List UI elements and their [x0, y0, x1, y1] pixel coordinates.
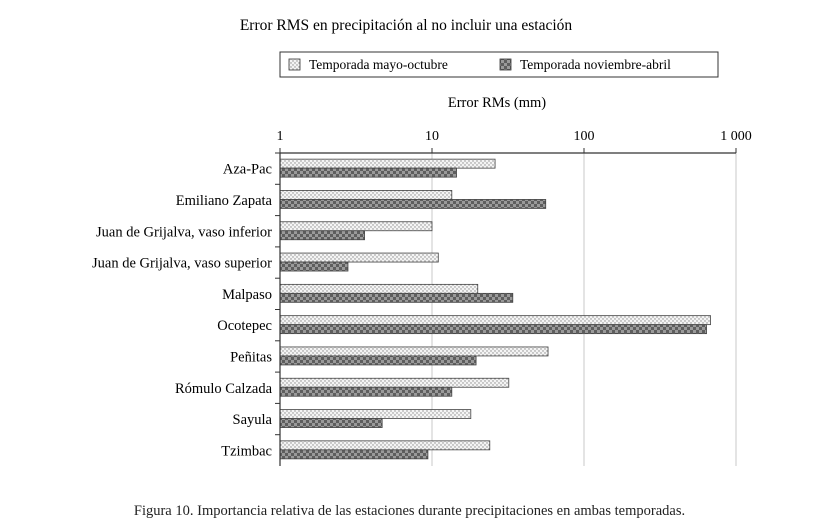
category-label: Sayula [232, 412, 272, 429]
bars [280, 159, 711, 459]
bar-series-1 [280, 222, 432, 231]
bar-series-1 [280, 253, 438, 262]
category-label: Rómulo Calzada [174, 380, 272, 397]
bar-series-2 [280, 356, 476, 365]
bar-series-2 [280, 168, 457, 177]
legend-swatch-series-1 [289, 59, 300, 70]
tick-label: 10 [425, 129, 439, 144]
bar-series-1 [280, 441, 490, 450]
bar-series-2 [280, 199, 546, 208]
category-label: Juan de Grijalva, vaso inferior [96, 224, 272, 241]
bar-series-1 [280, 378, 509, 387]
bar-series-2 [280, 450, 428, 459]
bar-series-2 [280, 325, 707, 334]
tick-label: 1 000 [720, 129, 752, 144]
bar-series-1 [280, 316, 711, 325]
category-label: Aza-Pac [222, 161, 272, 178]
bar-series-1 [280, 347, 548, 356]
bar-series-2 [280, 419, 382, 428]
legend [280, 52, 718, 77]
bar-series-1 [280, 284, 478, 293]
legend-label-series-2: Temporada noviembre-abril [520, 57, 671, 72]
x-axis-ticks [277, 129, 752, 153]
bar-series-1 [280, 410, 471, 419]
bar-series-2 [280, 262, 348, 271]
figure-caption: Figura 10. Importancia relativa de las estaciones durante precipitaciones en ambas temporadas. [133, 503, 686, 519]
bar-series-1 [280, 190, 452, 199]
category-label: Malpaso [222, 286, 272, 303]
chart-title: Error RMS en precipitación al no incluir una estación [239, 17, 573, 34]
bar-series-1 [280, 159, 495, 168]
x-axis-label: Error RMs (mm) [447, 95, 547, 111]
bar-series-2 [280, 293, 513, 302]
legend-swatch-series-2 [500, 59, 511, 70]
bar-series-2 [280, 231, 365, 240]
category-label: Juan de Grijalva, vaso superior [92, 255, 272, 272]
category-labels [92, 153, 280, 459]
category-label: Ocotepec [217, 318, 272, 335]
bar-series-2 [280, 387, 452, 396]
category-label: Tzimbac [221, 443, 272, 460]
legend-label-series-1: Temporada mayo-octubre [309, 57, 448, 72]
category-label: Emiliano Zapata [175, 192, 272, 209]
tick-label: 1 [276, 129, 284, 144]
tick-label: 100 [573, 129, 595, 144]
category-label: Peñitas [230, 349, 272, 366]
